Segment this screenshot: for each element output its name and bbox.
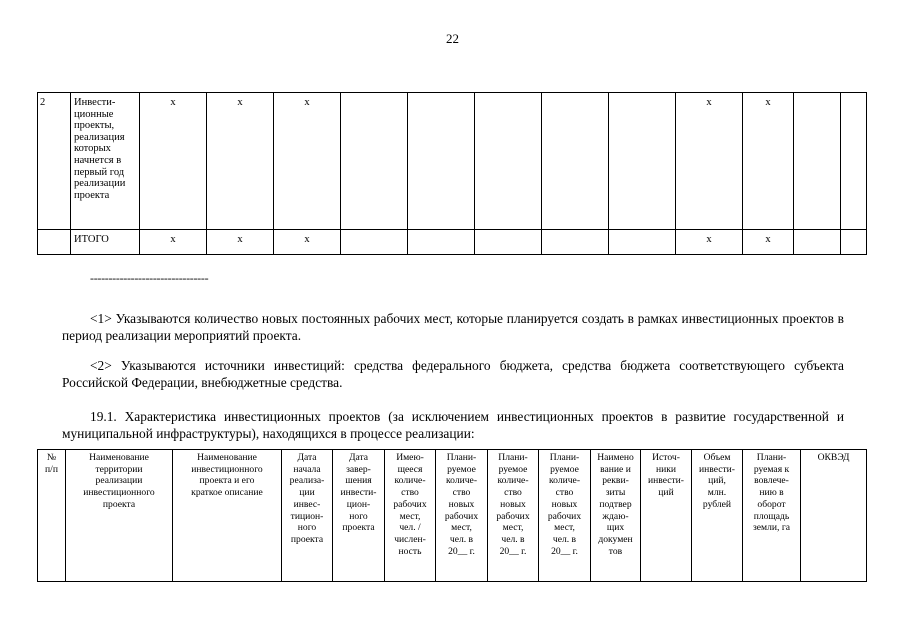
column-header: Наименование инвестиционного проекта и его краткое описание — [173, 450, 282, 582]
column-header: № п/п — [38, 450, 66, 582]
table-cell — [341, 93, 408, 230]
table-cell: x — [676, 93, 743, 230]
table-cell — [841, 230, 867, 255]
column-header: Источ- ники инвести- ций — [641, 450, 692, 582]
page-number: 22 — [446, 31, 459, 46]
table-cell — [475, 230, 542, 255]
table-cell — [794, 230, 841, 255]
table-row — [38, 230, 867, 255]
table-cell: x — [207, 93, 274, 230]
table-cell — [609, 230, 676, 255]
table-cell — [341, 230, 408, 255]
column-header: Объем инвести- ций, млн. рублей — [692, 450, 743, 582]
table-cell — [609, 93, 676, 230]
projects-in-progress-table — [37, 449, 867, 582]
table-cell — [542, 93, 609, 230]
column-header: Наименование территории реализации инвестиционного проекта — [66, 450, 173, 582]
table-cell: x — [274, 230, 341, 255]
table-header-row — [38, 450, 867, 582]
table-cell: x — [743, 230, 794, 255]
column-header: Наимено вание и рекви- зиты подтвер ждаю- щих докумен тов — [591, 450, 641, 582]
investment-projects-table-continued — [37, 92, 867, 255]
table-cell: x — [676, 230, 743, 255]
table-cell: x — [140, 230, 207, 255]
footnote-1: <1> Указываются количество новых постоянных рабочих мест, которые планируется создать в рамках инвестиционных проектов в период реализации мероприятий проекта. — [62, 311, 844, 343]
table-cell — [408, 93, 475, 230]
section-19-1-text: 19.1. Характеристика инвестиционных проектов (за исключением инвестиционных проектов в развитие государственной и муниципальной инфраструктуры), находящихся в процессе реализации: — [62, 409, 844, 441]
footnote-2: <2> Указываются источники инвестиций: средства федерального бюджета, средства бюджета соответствующего субъекта Российской Федерации, внебюджетные средства. — [62, 358, 844, 390]
table-cell: x — [743, 93, 794, 230]
column-header: Плани- руемое количе- ство новых рабочих мест, чел. в 20__ г. — [436, 450, 488, 582]
column-header: ОКВЭД — [801, 450, 867, 582]
column-header: Плани- руемое количе- ство новых рабочих мест, чел. в 20__ г. — [488, 450, 539, 582]
row-number-cell — [38, 230, 71, 255]
table-cell: x — [140, 93, 207, 230]
table-cell: x — [207, 230, 274, 255]
table-cell — [408, 230, 475, 255]
column-header: Дата завер- шения инвести- цион- ного проекта — [333, 450, 385, 582]
table-cell — [475, 93, 542, 230]
row-label-cell: ИТОГО — [71, 230, 140, 255]
table-cell — [794, 93, 841, 230]
column-header: Плани- руемая к вовлече- нию в оборот площадь земли, га — [743, 450, 801, 582]
table-cell: x — [274, 93, 341, 230]
column-header: Плани- руемое количе- ство новых рабочих мест, чел. в 20__ г. — [539, 450, 591, 582]
footnote-separator: -------------------------------- — [90, 271, 209, 285]
table-cell — [841, 93, 867, 230]
column-header: Дата начала реализа- ции инвес- тицион- ного проекта — [282, 450, 333, 582]
table-cell — [542, 230, 609, 255]
table-row — [38, 93, 867, 230]
row-number-cell: 2 — [38, 93, 71, 230]
column-header: Имею- щееся количе- ство рабочих мест, чел. / числен- ность — [385, 450, 436, 582]
row-label-cell: Инвести- ционные проекты, реализация которых начнется в первый год реализации проекта — [71, 93, 140, 230]
